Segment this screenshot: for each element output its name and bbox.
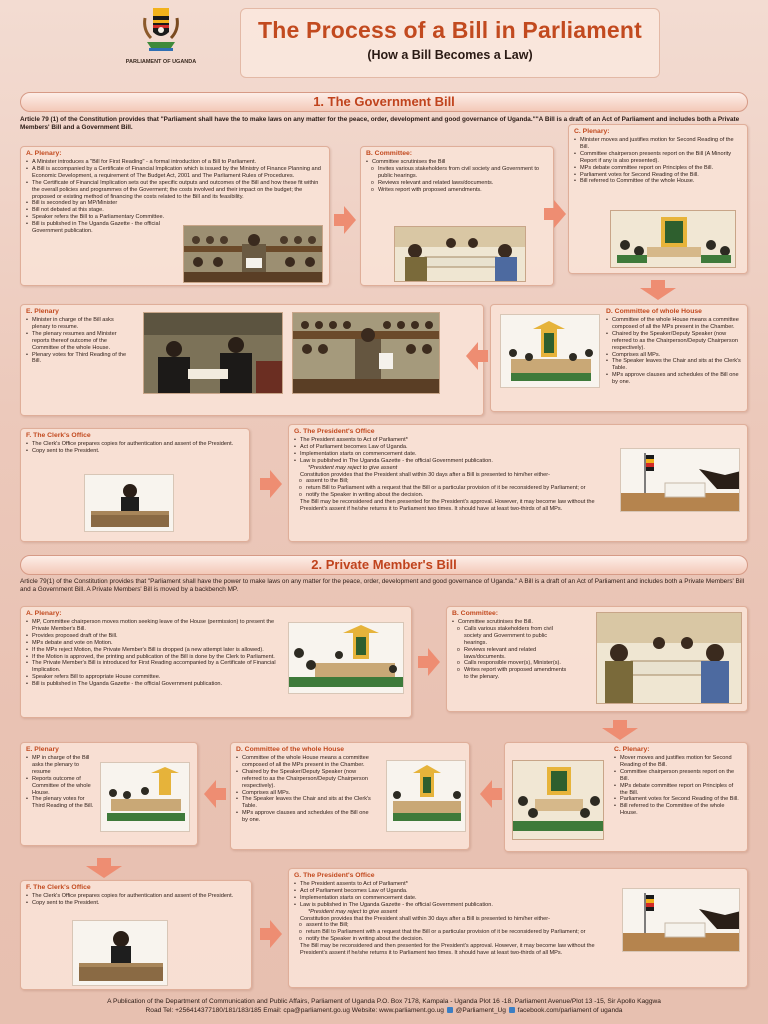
list-item: • Mover moves and justifies motion for Second Reading of the Bill. [614,755,742,769]
list-item: • Implementation starts on commencement date. [294,895,618,902]
flow-arrow-down [640,288,676,300]
list-item: • The plenary resumes and Minister reports thereof outcome of the Committee of the whole House. [26,331,130,352]
list-item: o return Bill to Parliament with a request that the Bill or a particular provision of it be reconsidered by Parliament; or [294,485,614,492]
s2-g-title: G. The President's Office [294,872,375,879]
chamber-illustration [610,210,736,268]
list-item: • MPs approve clauses and schedules of the Bill one by one. [236,810,376,824]
s2-chamber-plenary-illustration [512,760,604,840]
list-item: • Minister in charge of the Bill asks plenary to resume. [26,317,130,331]
section-heading-private-members-bill: 2. Private Member's Bill [20,555,748,575]
s1-f-title: F. The Clerk's Office [26,432,91,439]
flow-arrow-right [270,470,282,498]
s2-g-list [294,881,618,957]
section2-intro: Article 79(1) of the Constitution provides that "Parliament shall have the power to make laws on any matter for the peace, order, development and good governance of Uganda." A Bill is a draft of an Act of Parliament and includes both a Private Members' Bill and a Government Bill. A Private Members' Bill is moved by a backbench MP. [20,578,745,593]
coat-of-arms-icon [141,6,181,52]
list-item: • A Bill is accompanied by a Certificate of Financial Implication which is issued by the Ministry of Finance Planning and Economic Development, a requirement of The Budget Act, 2001 and The Parliament Rules of Procedures. [26,166,321,180]
s1-c-list [574,137,742,185]
list-item: Constitution provides that the President shall within 30 days after a Bill is presented to him/her either- [300,915,550,922]
s2-a-list [26,619,288,688]
footer-line-1: A Publication of the Department of Communication and Public Affairs, Parliament of Uganda P.O. Box 7178, Kampala - Uganda Plot 16 -18, Parliament Avenue/Plot 13 -15, Sir Apollo Kaggwa [107,998,661,1005]
plenary-vote-illustration [292,312,440,394]
list-item: • Act of Parliament becomes Law of Uganda. [294,888,618,895]
list-item: • The Speaker leaves the Chair and sits at the Clerk's Table. [236,796,376,810]
section-heading-government-bill: 1. The Government Bill [20,92,748,112]
page-subtitle: (How a Bill Becomes a Law) [367,48,533,62]
list-item: • A Minister introduces a "Bill for First Reading" - a formal introduction of a Bill to Parliament. [26,159,321,166]
s2-speaker-chair-illustration [386,760,466,832]
list-item: o Reviews relevant and related laws/documents. [366,180,548,187]
footer-line-2 [20,1006,748,1015]
list-item: • Act of Parliament becomes Law of Uganda. [294,444,614,451]
list-item: • Speaker refers the Bill to a Parliamentary Committee. [26,214,176,221]
s1-d-title: D. Committee of whole House [606,308,702,315]
title-panel [240,8,660,78]
committee-illustration [394,226,526,282]
flow-arrow-left [204,780,216,808]
flow-arrow-right [270,920,282,948]
list-item: • Law is published in The Uganda Gazette - the official Government publication. [294,902,618,909]
list-item: • The President assents to Act of Parliament* [294,881,618,888]
facebook-icon [509,1007,515,1013]
s2-chamber-illustration [288,622,404,694]
s2-d-list [236,755,376,824]
list-item: • MPs approve clauses and schedules of the Bill one by one. [606,372,742,386]
list-item: Constitution provides that the President shall within 30 days after a Bill is presented to him/her either- [300,471,550,478]
s2-b-title: B. Committee: [452,610,499,617]
list-item: • Bill not debated at this stage. [26,207,176,214]
s1-d-list [606,317,742,386]
footer-contact: Road Tel: +256414377180/181/183/185 Email: cpa@parliament.go.ug Website: www.parliament.go.ug [145,1007,444,1014]
s1-a-title: A. Plenary: [26,150,62,157]
speaker-chair-illustration [500,314,600,388]
s2-c-list [614,755,742,817]
list-item: • MPs debate committee report on Principles of the Bill. [614,783,742,797]
list-item: • Copy sent to the President. [26,448,244,455]
list-item: • The Clerk's Office prepares copies for authentication and assent of the President. [26,893,246,900]
s2-f-list [26,893,246,907]
s2-e-list [26,755,98,810]
s2-president-signing-illustration [622,888,740,952]
list-item: • MP, Committee chairperson moves motion seeking leave of the House (permission) to present the Private Member's Bill. [26,619,288,633]
parliament-logo [118,6,204,76]
s1-f-list [26,441,244,455]
section1-intro: Article 79 (1) of the Constitution provides that "Parliament shall have the to make laws on any matter for the peace, order, development and good governance of Uganda.""A Bill is a draft of an Act of Parliament and includes both a Private Members' Bill and a Government Bill. [20,116,740,131]
ministers-illustration [143,312,283,394]
list-item: • Chaired by the Speaker/Deputy Speaker (now referred to as the Chairperson/Deputy Chairperson respectively). [606,331,742,352]
list-item: • Bill is published in The Uganda Gazette - the official Government publication. [26,681,288,688]
list-item: • Parliament votes for Second Reading of the Bill. [614,796,742,803]
s1-g-title: G. The President's Office [294,428,375,435]
footer-twitter[interactable]: @Parliament_Ug [455,1007,506,1014]
list-item: o Writes report with proposed amendments. [366,187,548,194]
list-item: • Bill referred to the Committee of the whole House. [614,803,742,817]
list-item: • Committee of the whole House means a committee composed of all the MPs present in the Chamber. [606,317,742,331]
s2-plenary-illustration [100,762,190,832]
list-item: • The plenary votes for Third Reading of the Bill. [26,796,98,810]
list-item: • The Certificate of Financial Implication sets out the specific outputs and outcomes of the Bill and how these fit within the overall policies and programmes of the Goverment; the costs involved and their impact on the budget; the proposed or existing method of financing the costs related to the Bill and its feasibility. [26,180,321,201]
list-item: • Reports outcome of Committee of the whole House. [26,776,98,797]
list-item: • If the Motion is approved, the printing and publication of the Bill is done by the Clerk to Parliament. [26,654,288,661]
list-item: *President may reject to give assent [308,464,398,471]
list-item: • Committee scrutinises the Bill [366,159,548,166]
flow-arrow-left [466,342,478,370]
s2-d-title: D. Committee of the whole House [236,746,345,753]
list-item: o return Bill to Parliament with a request that the Bill or a particular provision of it be reconsidered by Parliament; or [294,929,618,936]
s1-a-list [26,159,324,235]
list-item: • If the MPs reject Motion, the Private Member's Bill is dropped (a new attempt later is allowed). [26,647,288,654]
list-item: • Speaker refers Bill to appropriate House committee. [26,674,288,681]
list-item: • The Clerk's Office prepares copies for authentication and assent of the President. [26,441,244,448]
list-item: o notify the Speaker in writing about the decision. [294,492,614,499]
list-item: *President may reject to give assent [308,908,398,915]
list-item: • Provides proposed draft of the Bill. [26,633,288,640]
s1-b-list [366,159,548,194]
flow-arrow-left [480,780,492,808]
s2-clerk-desk-illustration [72,920,168,986]
list-item: • Bill is published in The Uganda Gazette - the official Government publication. [26,221,176,235]
list-item: • The Speaker leaves the Chair and sits at the Clerk's Table. [606,358,742,372]
page-title: The Process of a Bill in Parliament [257,17,643,43]
flow-arrow-right [344,206,356,234]
list-item: • Chaired by the Speaker/Deputy Speaker (now referred to as the Chairperson/Deputy Chairperson respectively). [236,769,376,790]
list-item: o Calls various stakeholders from civil society and Government to public hearings. [452,626,570,647]
list-item: • The President assents to Act of Parliament* [294,437,614,444]
s2-f-title: F. The Clerk's Office [26,884,91,891]
flow-arrow-down [86,866,122,878]
list-item: • MPs debate committee report on Principles of the Bill. [574,165,742,172]
s2-committee-illustration [596,612,742,704]
list-item: • MP in charge of the Bill asks the plenary to resume [26,755,98,776]
s1-c-title: C. Plenary: [574,128,610,135]
list-item: • The Private Member's Bill is introduced for First Reading accompanied by a Certificate of Financial Implication. [26,660,288,674]
s2-a-title: A. Plenary: [26,610,62,617]
list-item: • Committee chairperson presents report on the Bill. [614,769,742,783]
list-item: • Copy sent to the President. [26,900,246,907]
list-item: • Committee scrutinises the Bill. [452,619,570,626]
list-item: o Calls responsible mover(s), Minister(s). [452,660,570,667]
s1-b-title: B. Committee: [366,150,413,157]
list-item: o notify the Speaker in writing about the decision. [294,936,618,943]
list-item: • Comprises all MPs. [236,790,376,797]
twitter-icon [447,1007,453,1013]
s2-c-title: C. Plenary: [614,746,650,753]
list-item: • Bill referred to Committee of the whole House. [574,178,742,185]
list-item: o Writes report with proposed amendments to the plenary. [452,667,570,681]
logo-caption: PARLIAMENT OF UGANDA [125,59,197,65]
flow-arrow-right [428,648,440,676]
list-item: The Bill may be reconsidered and then presented for the President's approval. However, it may become law without the President's assent if he/she returns it to Parliament two times. It should have at least two-thirds of all MPs. [300,499,595,513]
list-item: • Committee of the whole House means a committee composed of all the MPs present in the Chamber. [236,755,376,769]
list-item: • Law is published in The Uganda Gazette - the official Government publication. [294,458,614,465]
s1-e-title: E. Plenary [26,308,59,315]
list-item: o assent to the Bill; [294,922,618,929]
clerk-desk-illustration [84,474,174,532]
list-item: • Bill is seconded by an MP/Minister [26,200,176,207]
list-item: o assent to the Bill; [294,478,614,485]
flow-arrow-right [554,200,566,228]
list-item: • Plenary votes for Third Reading of the Bill. [26,352,130,366]
list-item: • Committee chairperson presents report on the Bill (A Minority Report if any is also presented). [574,151,742,165]
s2-e-title: E. Plenary [26,746,59,753]
s1-g-list [294,437,614,513]
list-item: • MPs debate and vote on Motion. [26,640,288,647]
list-item: • Comprises all MPs. [606,352,742,359]
president-signing-illustration [620,448,740,512]
list-item: • Parliament votes for Second Reading of the Bill. [574,172,742,179]
footer [20,997,748,1015]
flow-arrow-down [602,728,638,740]
footer-facebook[interactable]: facebook.com/parliament of uganda [517,1007,623,1014]
s2-b-list [452,619,570,681]
list-item: • Implementation starts on commencement date. [294,451,614,458]
list-item: o Reviews relevant and related laws/documents. [452,647,570,661]
list-item: • Minister moves and justifies motion for Second Reading of the Bill. [574,137,742,151]
list-item: o Invites various stakeholders from civil society and Government to public hearings. [366,166,548,180]
list-item: The Bill may be reconsidered and then presented for the President's approval. However, it may become law without the President's assent if he/she returns it to Parliament two times. It should have at least two-thirds of all MPs. [300,943,595,957]
plenary-illustration [183,225,323,283]
